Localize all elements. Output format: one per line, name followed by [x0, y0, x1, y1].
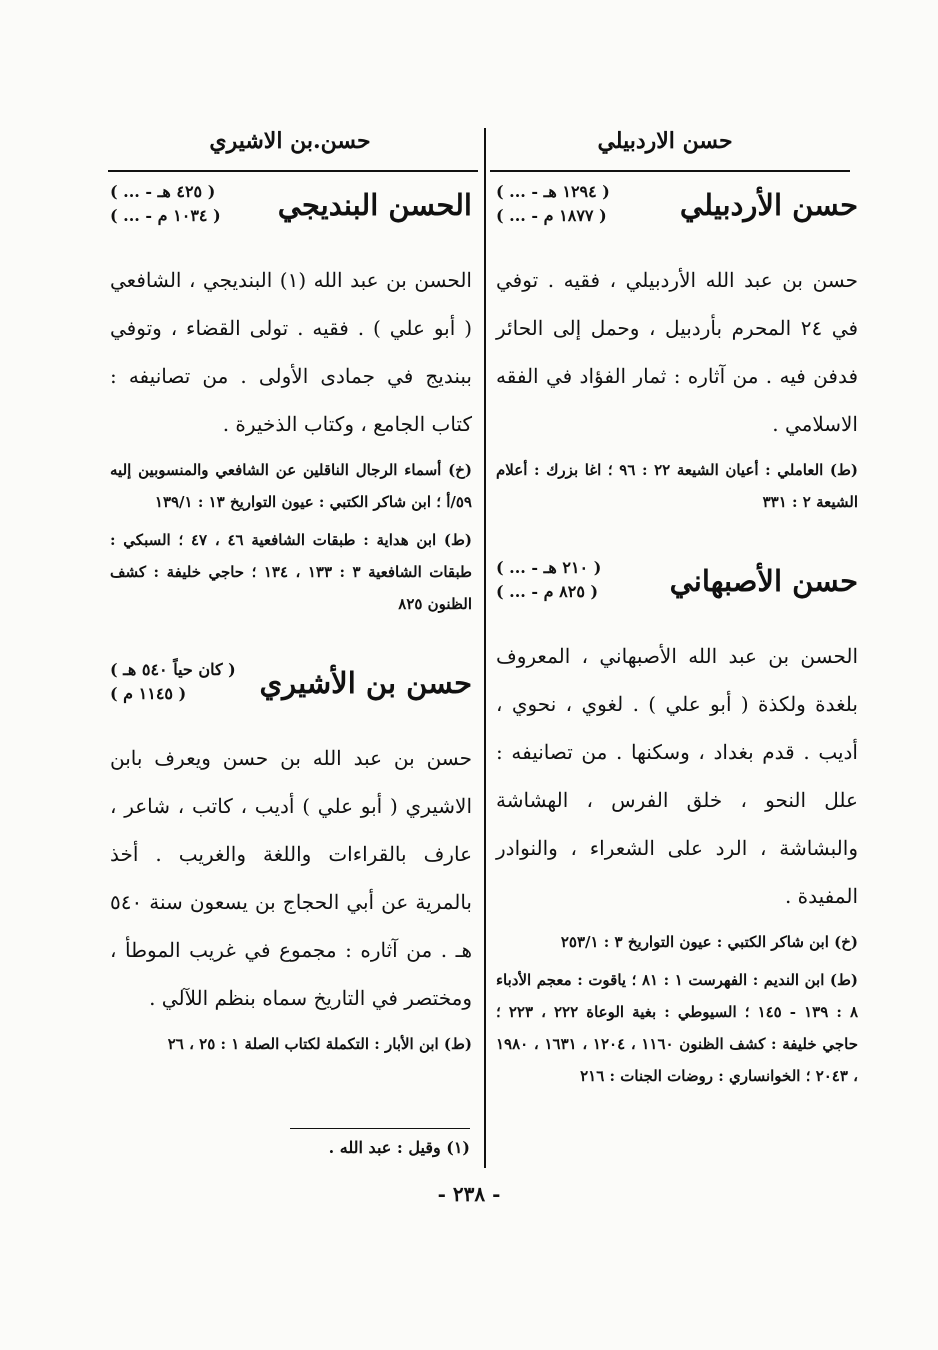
entry-body: الحسن بن عبد الله (١) البنديجي ، الشافعي ( أبو علي ) . فقيه . تولى القضاء ، وتوفي ببنديج في جمادى الأولى . من تصانيفه : كتاب الجامع ، وكتاب الذخيرة . [110, 268, 472, 436]
entry-dates [496, 180, 610, 228]
entry-heading [496, 554, 858, 624]
column-divider [484, 128, 486, 1168]
date-hijri: ( ... - ٤٢٥ هـ ) [110, 182, 216, 201]
entry-reference: (ط) ابن الأبار : التكملة لكتاب الصلة ١ : ٢٥ ، ٢٦ [167, 1035, 472, 1053]
footnote-rule [290, 1128, 470, 1129]
entry-ardabili [496, 178, 858, 518]
entry-name: الحسن البنديجي [277, 188, 472, 222]
entry-heading [110, 178, 472, 248]
date-hijri: ( ... - ١٢٩٤ هـ ) [496, 182, 610, 201]
header-rule-right [490, 170, 850, 172]
entry-reference: (ط) ابن النديم : الفهرست ١ : ٨١ ؛ ياقوت : معجم الأدباء ٨ : ١٣٩ - ١٤٥ ؛ السيوطي : بغية الوعاة ٢٢٢ ، ٢٢٣ ؛ حاجي خليفة : كشف الظنون ١١٦٠ ، ١٢٠٤ ، ١٦٣١ ، ١٩٨٠ ، ٢٠٤٣ ؛ الخوانساري : روضات الجنات : ٢١٦ [496, 971, 859, 1085]
header-rule-left [108, 170, 478, 172]
entry-name: حسن الأصبهاني [669, 564, 858, 598]
entry-reference: (خ) أسماء الرجال الناقلين عن الشافعي والمنسوبين إليه ٥٩/أ ؛ ابن شاكر الكتبي : عيون التواريخ ١٣ : ١٣٩/١ [110, 461, 472, 511]
footnote: (١) وقيل : عبد الله . [328, 1138, 470, 1157]
entry-ashiri [110, 656, 472, 1060]
entry-heading [496, 178, 858, 248]
date-hijri: ( ... - ٢١٠ هـ ) [496, 558, 602, 577]
running-head-right: حسن الاردبيلي [597, 128, 733, 154]
entry-bandaniji [110, 178, 472, 620]
entry-body: حسن بن عبد الله بن حسن ويعرف بابن الاشيري ( أبو علي ) أديب ، كاتب ، شاعر ، عارف بالقراءات واللغة والغريب . أخذ بالمرية عن أبي الحجاج بن يسعون سنة ٥٤٠ هـ . من آثاره : مجموع في غريب الموطأ ، ومختصر في التاريخ سماه بنظم اللآلي . [110, 746, 472, 1010]
date-gregorian: ( ١١٤٥ م ) [110, 684, 187, 703]
right-column [496, 178, 858, 1092]
entry-name: حسن الأردبيلي [679, 188, 858, 222]
running-head-left: حسن.بن الاشيري [209, 128, 371, 154]
entry-heading [110, 656, 472, 726]
date-gregorian: ( ... - ٨٢٥ م ) [496, 582, 599, 601]
entry-body: حسن بن عبد الله الأردبيلي ، فقيه . توفي في ٢٤ المحرم بأردبيل ، وحمل إلى الحائر فدفن فيه . من آثاره : ثمار الفؤاد في الفقه الاسلامي . [496, 268, 859, 436]
entry-reference: (ط) العاملي : أعيان الشيعة ٢٢ : ٩٦ ؛ اغا بزرك : أعلام الشيعة ٢ : ٣٣١ [496, 461, 858, 511]
entry-name: حسن بن الأشيري [259, 666, 472, 700]
entry-reference: (ط) ابن هداية : طبقات الشافعية ٤٦ ، ٤٧ ؛ السبكي : طبقات الشافعية ٣ : ١٣٣ ، ١٣٤ ؛ حاجي خليفة : كشف الظنون ٨٢٥ [110, 531, 472, 613]
entry-dates [110, 180, 221, 228]
page-number: - ٢٣٨ - [437, 1182, 501, 1206]
entry-isbahani [496, 554, 858, 1092]
left-column [110, 178, 472, 1060]
entry-dates [496, 556, 601, 604]
entry-dates [110, 658, 236, 706]
date-gregorian: ( ... - ١٨٧٧ م ) [496, 206, 607, 225]
entry-reference: (خ) ابن شاكر الكتبي : عيون التواريخ ٣ : ٢٥٣/١ [560, 933, 858, 951]
entry-body: الحسن بن عبد الله الأصبهاني ، المعروف بلغدة ولكذة ( أبو علي ) . لغوي ، نحوي ، أديب . قدم بغداد ، وسكنها . من تصانيفه : علل النحو ، خلق الفرس ، الهشاشة والبشاشة ، الرد على الشعراء ، والنوادر المفيدة . [496, 644, 858, 908]
date-hijri: ( كان حياً ٥٤٠ هـ ) [110, 660, 236, 679]
date-gregorian: ( ... - ١٠٣٤ م ) [110, 206, 221, 225]
